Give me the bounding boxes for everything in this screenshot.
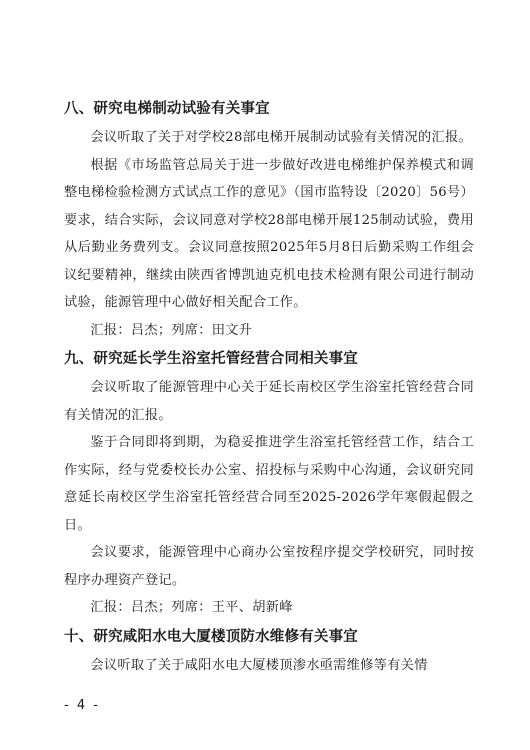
- section-10-paragraph-1: 会议听取了关于咸阳水电大厦楼顶渗水亟需维修等有关情: [90, 657, 428, 673]
- section-9-paragraph-1: 会议听取了能源管理中心关于延长南校区学生浴室托管经营合同有关情况的汇报。: [64, 380, 474, 423]
- section-9-paragraph-2: 鉴于合同即将到期，为稳妥推进学生浴室托管经营工作，结合工作实际，经与党委校长办公室、招投标与采购中心沟通，会议研究同意延长南校区学生浴室托管经营合同至2025-2026学年寒假起假之日。: [64, 435, 474, 533]
- page-number: - 4 -: [64, 698, 100, 713]
- section-9-report: 汇报：吕杰；列席：王平、胡新峰: [90, 600, 293, 615]
- section-9-title: 九、研究延长学生浴室托管经营合同相关事宜: [64, 351, 358, 367]
- section-8-report: 汇报：吕杰；列席：田文升: [90, 322, 253, 338]
- section-8-paragraph-1: 会议听取了关于对学校28部电梯开展制动试验有关情况的汇报。: [90, 130, 472, 145]
- section-8-paragraph-2: 根据《市场监管总局关于进一步做好改进电梯维护保养模式和调整电梯检验检测方式试点工作的意见》（国市监特设〔2020〕56号）要求，结合实际，会议同意对学校28部电梯开展125制动试验，费用从后勤业务费列支。会议同意按照2025年5月8日后勤采购工作组会议纪要精神，继续由陕西省博凯迪克机电技术检测有限公司进行制动试验，能源管理中心做好相关配合工作。: [64, 157, 474, 310]
- document-body: [64, 98, 474, 679]
- section-9-paragraph-3: 会议要求，能源管理中心商办公室按程序提交学校研究，同时按程序办理资产登记。: [64, 545, 474, 588]
- section-8-title: 八、研究电梯制动试验有关事宜: [64, 101, 270, 117]
- section-10-title: 十、研究咸阳水电大厦楼顶防水维修有关事宜: [64, 628, 358, 645]
